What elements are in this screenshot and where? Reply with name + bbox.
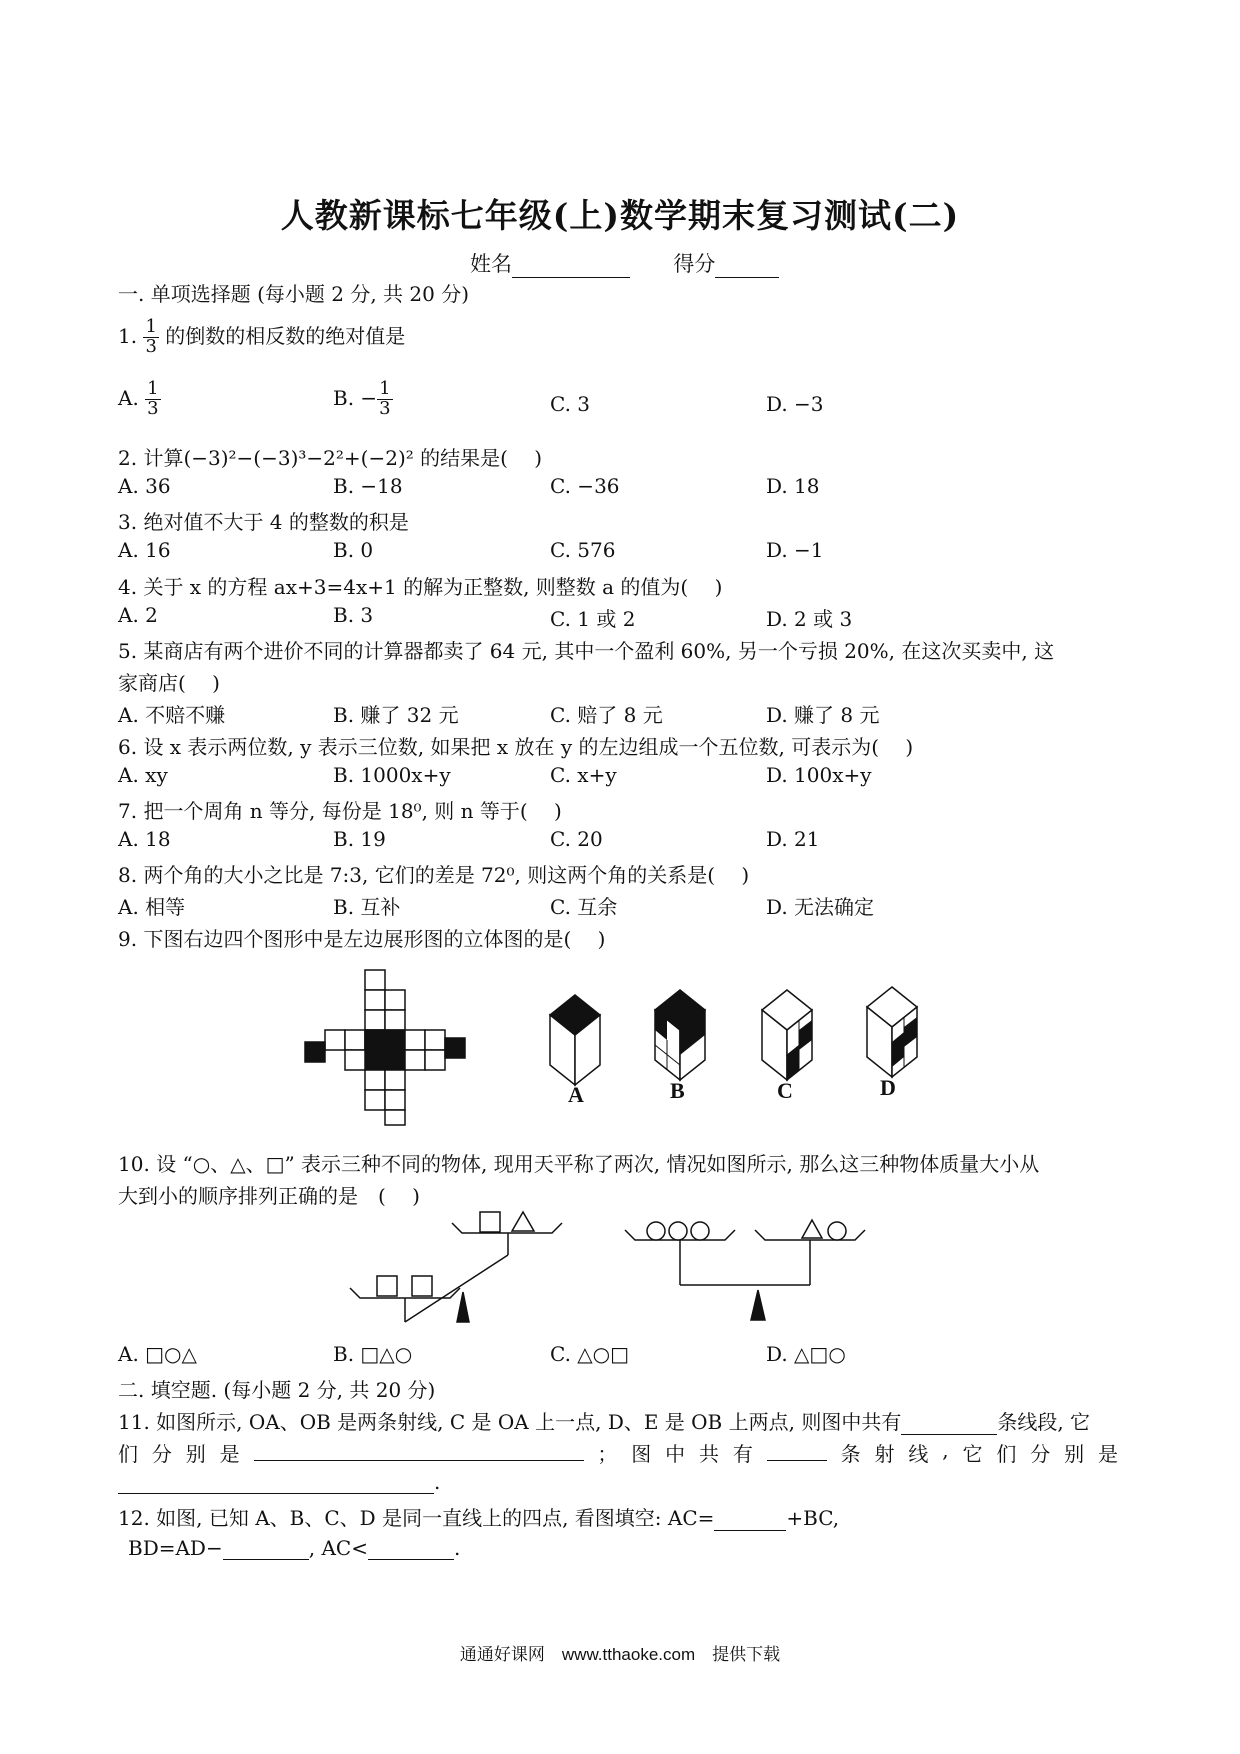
question-4-stem: 4. 关于 x 的方程 ax+3=4x+1 的解为正整数, 则整数 a 的值为( ) xyxy=(118,575,723,599)
question-11-line2: 们 分 别 是 ； 图 中 共 有 条 射 线 , 它 们 分 别 是 xyxy=(118,1438,1118,1466)
score-label: 得分 xyxy=(673,252,716,276)
question-10-option-d: D. △□○ xyxy=(766,1342,846,1366)
question-2-option-c: C. −36 xyxy=(550,474,620,498)
cube-label-c: C xyxy=(777,1078,793,1103)
score-blank[interactable] xyxy=(715,255,779,278)
question-7-stem: 7. 把一个周角 n 等分, 每份是 18⁰, 则 n 等于( ) xyxy=(118,799,562,823)
question-6-option-a: A. xy xyxy=(118,763,168,787)
question-2-option-d: D. 18 xyxy=(766,474,820,498)
question-10-option-a: A. □○△ xyxy=(118,1342,197,1366)
question-3-option-a: A. 16 xyxy=(118,538,171,562)
question-11-line1: 11. 如图所示, OA、OB 是两条射线, C 是 OA 上一点, D、E 是 OB 上两点, 则图中共有 条线段, 它 xyxy=(118,1410,1091,1434)
question-7-option-d: D. 21 xyxy=(766,827,820,851)
question-7-option-b: B. 19 xyxy=(333,827,386,851)
question-5-option-a: A. 不赔不赚 xyxy=(118,703,226,727)
question-5-stem-cont: 家商店( ) xyxy=(118,671,220,695)
section2-heading: 二. 填空题. (每小题 2 分, 共 20 分) xyxy=(118,1378,436,1402)
q11-blank-segments[interactable] xyxy=(901,1412,997,1435)
question-3-option-d: D. −1 xyxy=(766,538,824,562)
page-footer: 通通好课网 www.tthaoke.com 提供下载 xyxy=(459,1645,781,1664)
question-8-option-c: C. 互余 xyxy=(550,895,618,919)
question-8-option-d: D. 无法确定 xyxy=(766,895,875,919)
question-1-stem: 1. $\frac{1}{3}$ 的倒数的相反数的绝对值是 xyxy=(118,316,406,357)
question-12-line1: 12. 如图, 已知 A、B、C、D 是同一直线上的四点, 看图填空: AC= +BC, xyxy=(118,1506,840,1530)
question-6-option-b: B. 1000x+y xyxy=(333,763,451,787)
question-1-option-c: C. 3 xyxy=(550,392,591,416)
question-1-option-a: A. $\frac{1}{3}$ xyxy=(118,378,159,419)
question-7-option-c: C. 20 xyxy=(550,827,603,851)
cube-option-b xyxy=(650,985,720,1105)
question-8-stem: 8. 两个角的大小之比是 7:3, 它们的差是 72⁰, 则这两个角的关系是( ) xyxy=(118,863,750,887)
fraction: $\frac{1}{3}$ xyxy=(147,378,159,419)
question-3-option-c: C. 576 xyxy=(550,538,616,562)
fraction: $\frac{1}{3}$ xyxy=(379,378,391,419)
q12-blank-1[interactable] xyxy=(714,1508,786,1531)
question-6-stem: 6. 设 x 表示两位数, y 表示三位数, 如果把 x 放在 y 的左边组成一个五位数, 可表示为( ) xyxy=(118,735,914,759)
question-7-option-a: A. 18 xyxy=(118,827,171,851)
question-10-stem: 10. 设 “○、△、□” 表示三种不同的物体, 现用天平称了两次, 情况如图所示, 那么这三种物体质量大小从 xyxy=(118,1152,1040,1176)
question-4-option-b: B. 3 xyxy=(333,603,374,627)
question-1-option-d: D. −3 xyxy=(766,392,824,416)
question-4-option-c: C. 1 或 2 xyxy=(550,607,636,631)
question-8-option-a: A. 相等 xyxy=(118,895,186,919)
question-12-line2: BD=AD− , AC< . xyxy=(128,1536,461,1560)
section1-heading: 一. 单项选择题 (每小题 2 分, 共 20 分) xyxy=(118,282,469,306)
question-2-stem: 2. 计算(−3)²−(−3)³−2²+(−2)² 的结果是( ) xyxy=(118,446,543,470)
question-8-option-b: B. 互补 xyxy=(333,895,401,919)
fraction: $\frac{1}{3}$ xyxy=(145,316,157,357)
cube-label-a: A xyxy=(568,1082,584,1107)
question-5-option-c: C. 赔了 8 元 xyxy=(550,703,663,727)
question-2-option-b: B. −18 xyxy=(333,474,403,498)
cube-label-d: D xyxy=(880,1075,896,1100)
question-3-option-b: B. 0 xyxy=(333,538,374,562)
cube-net-figure xyxy=(300,960,490,1130)
q11-blank-ray-list[interactable] xyxy=(118,1471,434,1494)
question-4-option-a: A. 2 xyxy=(118,603,158,627)
q12-blank-3[interactable] xyxy=(368,1537,454,1560)
q12-blank-2[interactable] xyxy=(223,1537,309,1560)
cube-option-d xyxy=(862,982,932,1102)
name-blank[interactable] xyxy=(512,255,630,278)
question-3-stem: 3. 绝对值不大于 4 的整数的积是 xyxy=(118,510,409,534)
question-2-option-a: A. 36 xyxy=(118,474,171,498)
name-score-line xyxy=(470,248,779,278)
question-4-option-d: D. 2 或 3 xyxy=(766,607,853,631)
balance-scales-figure xyxy=(340,1210,920,1330)
question-9-stem: 9. 下图右边四个图形中是左边展形图的立体图的是( ) xyxy=(118,927,606,951)
question-6-option-d: D. 100x+y xyxy=(766,763,872,787)
page-title: 人教新课标七年级(上)数学期末复习测试(二) xyxy=(280,196,960,235)
question-10-option-c: C. △○□ xyxy=(550,1342,630,1366)
name-label: 姓名 xyxy=(470,252,512,276)
question-6-option-c: C. x+y xyxy=(550,763,617,787)
q11-blank-segment-list[interactable] xyxy=(254,1438,584,1461)
q11-blank-rays[interactable] xyxy=(767,1438,827,1461)
cube-label-b: B xyxy=(670,1078,685,1103)
question-10-option-b: B. □△○ xyxy=(333,1342,413,1366)
question-5-stem: 5. 某商店有两个进价不同的计算器都卖了 64 元, 其中一个盈利 60%, 另一个亏损 20%, 在这次买卖中, 这 xyxy=(118,639,1055,663)
question-5-option-b: B. 赚了 32 元 xyxy=(333,703,459,727)
question-5-option-d: D. 赚了 8 元 xyxy=(766,703,880,727)
question-11-line3: . xyxy=(118,1470,440,1494)
question-10-stem-cont: 大到小的顺序排列正确的是 ( ) xyxy=(118,1184,420,1208)
question-1-option-b: B. − $\frac{1}{3}$ xyxy=(333,378,391,419)
